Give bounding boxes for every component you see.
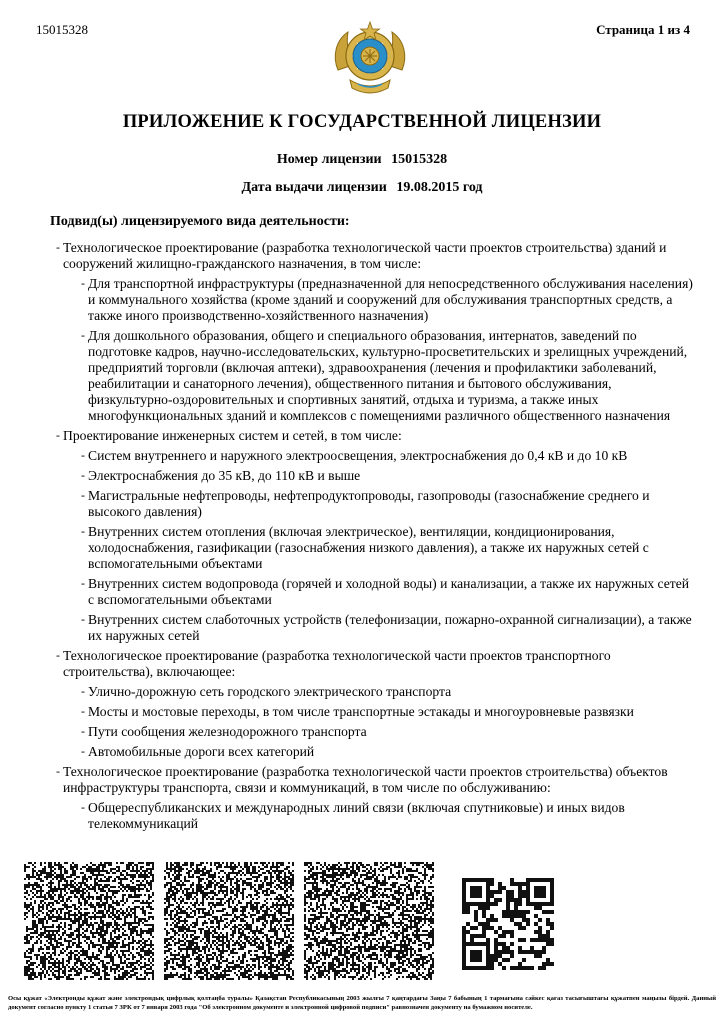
activity-subitem: - Внутренних систем отопления (включая электрическое), вентиляции, кондиционирования, холодоснабжения, газификации (газоснабжения низкого давления), а также их наружных сетей с вспомогательными объектами: [81, 524, 696, 572]
digital-signature-barcode-icon: [164, 862, 294, 980]
activity-subitem: - Электроснабжения до 35 кВ, до 110 кВ и выше: [81, 468, 696, 484]
license-date-label: Дата выдачи лицензии: [241, 180, 387, 195]
digital-signature-barcode-icon: [304, 862, 434, 980]
license-number-value: 15015328: [391, 152, 448, 167]
page-title: ПРИЛОЖЕНИЕ К ГОСУДАРСТВЕННОЙ ЛИЦЕНЗИИ: [122, 112, 602, 132]
activity-subitem: - Улично-дорожную сеть городского электрического транспорта: [81, 684, 696, 700]
license-number-label: Номер лицензии: [276, 152, 382, 167]
activity-subitem: - Магистральные нефтепроводы, нефтепродуктопроводы, газопроводы (газоснабжение среднего и высокого давления): [81, 488, 696, 520]
kazakhstan-state-emblem-icon: [330, 18, 410, 98]
activity-subitem: - Общереспубликанских и международных линий связи (включая спутниковые) и иных видов телекоммуникаций: [81, 800, 696, 832]
activity-subitem: - Внутренних систем водопровода (горячей и холодной воды) и канализации, а также их наружных сетей с вспомогательными объектами: [81, 576, 696, 608]
license-date-line: [0, 180, 724, 196]
digital-signature-barcode-icon: [24, 862, 154, 980]
legal-footer: Осы құжат «Электронды құжат және электрондық цифрлық қолтаңба туралы» Қазақстан Республикасының 2003 жылғы 7 қаңтардағы Заңы 7 бабының 1 тармағына сәйкес қағаз тасығыштағы құжатпен маңызы бірдей. Данный документ согласно пункту 1 статьи 7 ЗРК от 7 января 2003 года "Об электронном документе и электронной цифровой подписи" равнозначен документу на бумажном носителе.: [8, 995, 716, 1011]
activity-item: - Технологическое проектирование (разработка технологической части проектов строительства) зданий и сооружений жилищно-гражданского назначения, в том числе:: [56, 240, 696, 272]
license-number-line: [0, 152, 724, 168]
activity-subitem: - Внутренних систем слаботочных устройств (телефонизации, пожарно-охранной сигнализации), а также их наружных сетей: [81, 612, 696, 644]
license-date-value: 19.08.2015 год: [396, 180, 483, 195]
activity-item: - Технологическое проектирование (разработка технологической части проектов строительства) объектов инфраструктуры транспорта, связи и коммуникаций, в том числе по обслуживанию:: [56, 764, 696, 796]
activity-subitem: - Мосты и мостовые переходы, в том числе транспортные эстакады и многоуровневые развязки: [81, 704, 696, 720]
activity-subitem: - Для дошкольного образования, общего и специального образования, интернатов, заведений по подготовке кадров, научно-исследовательских, культурно-просветительских и зрелищных учреждений, предприятий торговли (включая аптеки), здравоохранения (лечения и профилактики заболеваний, реабилитации и санаторного лечения), общественного питания и бытового обслуживания, физкультурно-оздоровительных и спортивных занятий, отдыха и туризма, а также иных многофункциональных зданий и комплексов с помещениями различного общественного назначения: [81, 328, 696, 424]
activities-list: [56, 240, 696, 836]
activity-subitem: - Пути сообщения железнодорожного транспорта: [81, 724, 696, 740]
activity-subitem: - Автомобильные дороги всех категорий: [81, 744, 696, 760]
activity-subitem: - Для транспортной инфраструктуры (предназначенной для непосредственного обслуживания населения) и коммунального хозяйства (кроме зданий и сооружений для обслуживания транспортных средств, а также иного производственно-хозяйственного назначения): [81, 276, 696, 324]
page-indicator: Страница 1 из 4: [596, 22, 690, 37]
subtypes-heading: Подвид(ы) лицензируемого вида деятельности:: [50, 214, 350, 229]
activity-item: - Проектирование инженерных систем и сетей, в том числе:: [56, 428, 696, 444]
activity-item: - Технологическое проектирование (разработка технологической части проектов транспортного строительства), включающее:: [56, 648, 696, 680]
barcode-row: [24, 862, 704, 980]
doc-number: 15015328: [36, 22, 88, 37]
activity-subitem: - Систем внутреннего и наружного электроосвещения, электроснабжения до 0,4 кВ и до 10 кВ: [81, 448, 696, 464]
qr-code-icon: [462, 878, 554, 970]
